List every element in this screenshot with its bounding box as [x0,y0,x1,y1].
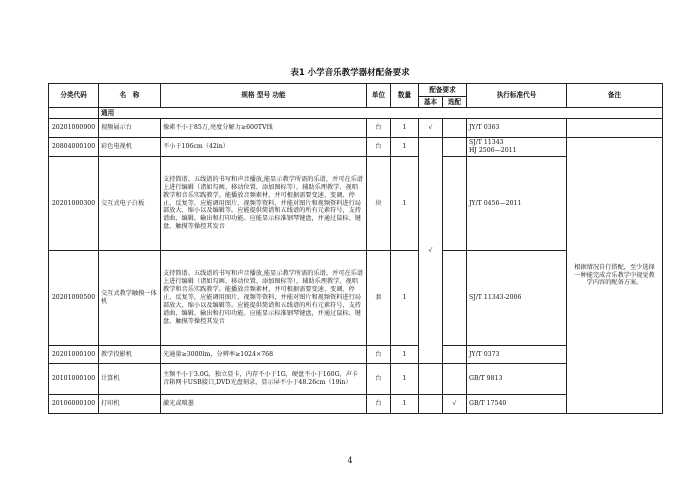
page-number: 4 [347,456,353,465]
row-quantity: 1 [391,395,419,414]
row-optional-check [443,364,467,395]
row-optional-check [443,157,467,251]
row-standard: JY/T 0456—2011 [467,157,567,251]
row-spec: 不小于106cm（42in） [161,138,367,157]
row-unit: 台 [367,119,391,138]
row-unit: 块 [367,157,391,251]
row-unit: 台 [367,364,391,395]
header-code: 分类代码 [49,84,99,108]
table-row [49,119,663,138]
row-code: 20804000100 [49,138,99,157]
row-name: 计算机 [99,364,161,395]
row-spec: 光通量≥3000lm，分辨率≥1024×768 [161,346,367,364]
row-optional-check [443,346,467,364]
row-name: 彩色电视机 [99,138,161,157]
row-quantity: 1 [391,364,419,395]
row-standard: GB/T 9813 [467,364,567,395]
header-optional: 选配 [443,97,467,108]
row-code: 20101000100 [49,364,99,395]
row-code: 20201000500 [49,251,99,346]
row-name: 教学投影机 [99,346,161,364]
row-code: 20201000300 [49,157,99,251]
table-row [49,138,663,157]
merged-remark: 根据情况自行搭配，至少选择一种能完成音乐教学中视觉教学内容的配备方案。 [567,138,663,414]
row-standard: SJ/T 11343-2006 [467,251,567,346]
row-standard: GB/T 17540 [467,395,567,414]
table-caption: 表1 小学音乐教学器材配备要求 [290,68,410,78]
row-spec: 激光或喷墨 [161,395,367,414]
row-name: 视频展示台 [99,119,161,138]
row-code: 20201000100 [49,346,99,364]
header-quantity: 数量 [391,84,419,108]
header-standard: 执行标准代号 [467,84,567,108]
row-standard: JY/T 0363 [467,119,567,138]
row-name: 交互式电子白板 [99,157,161,251]
row-quantity: 1 [391,251,419,346]
row-basic-check: √ [419,119,443,138]
row-spec: 支持简谱、五线谱的书写和声音播放,能显示教学所需的乐谱，并可在乐谱上进行编辑（诸如勾画、移动位置、添加图标等），辅助乐理教学、视唱教学和音乐实践教学。能播放音频素材，并可根据需要变速、变调、停止、反复等，应能调用图片、视频等资料，并能对图片和视频资料进行局部放大、缩小以及编辑等。应能提供简谱和五线谱的所有元素符号，支持谱曲、编辑、输出和打印功能。应能显示标准钢琴键盘，并通过鼠标、键盘、触摸等操控其发音 [161,251,367,346]
row-code: 20201000900 [49,119,99,138]
row-optional-check [443,251,467,346]
equipment-requirements-table [48,83,663,414]
row-remark-empty [567,119,663,138]
row-basic-check [419,395,443,414]
row-unit: 台 [367,138,391,157]
header-unit: 单位 [367,84,391,108]
section-general-label: 通用 [99,108,663,119]
header-config: 配备要求 [419,84,467,97]
header-name: 名 称 [99,84,161,108]
header-basic: 基本 [419,97,443,108]
row-code: 20106000100 [49,395,99,414]
row-optional-check [443,138,467,157]
row-name: 打印机 [99,395,161,414]
row-optional-check: √ [443,395,467,414]
row-optional-check [443,119,467,138]
row-quantity: 1 [391,138,419,157]
row-unit: 台 [367,346,391,364]
row-spec: 像素不小于85万,亮度分解力≥600TV线 [161,119,367,138]
row-basic-check [419,364,443,395]
row-quantity: 1 [391,119,419,138]
row-standard: SJ/T 11343 HJ 2506—2011 [467,138,567,157]
row-spec: 支持简谱、五线谱的书写和声音播放,能显示教学所需的乐谱，并可在乐谱上进行编辑（诸如勾画、移动位置、添加图标等），辅助乐理教学、视唱教学和音乐实践教学。能播放音频素材，并可根据需要变速、变调、停止、反复等，应能调用图片、视频等资料，并能对图片和视频资料进行局部放大、缩小以及编辑等。应能提供简谱和五线谱的所有元素符号，支持谱曲、编辑、输出和打印功能。应能显示标准钢琴键盘，并通过鼠标、键盘、触摸等操控其发音 [161,157,367,251]
row-unit: 套 [367,251,391,346]
row-name: 交互式教学触摸一体机 [99,251,161,346]
row-quantity: 1 [391,346,419,364]
header-spec: 规格 型号 功能 [161,84,367,108]
row-spec: 主频不小于3.0G，独立显卡，内存不小于1G，硬盘不小于160G，声卡音箱网卡USB接口,DVD光盘刻录，显示屏不小于48.26cm（19in） [161,364,367,395]
merged-basic-check: √ [419,138,443,364]
section-general-empty [49,108,99,119]
header-remark: 备注 [567,84,663,108]
row-unit: 台 [367,395,391,414]
row-quantity: 1 [391,157,419,251]
row-standard: JY/T 0373 [467,346,567,364]
